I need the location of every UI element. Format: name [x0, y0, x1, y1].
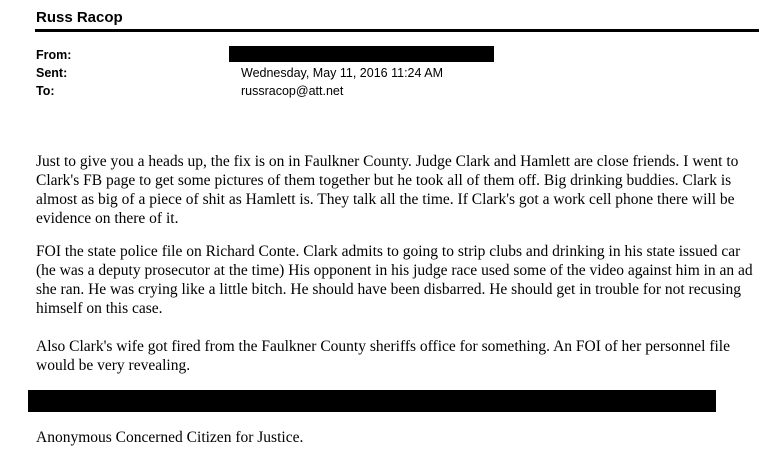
- from-label: From:: [36, 48, 72, 62]
- from-redaction: [229, 46, 494, 62]
- sent-value: Wednesday, May 11, 2016 11:24 AM: [241, 66, 443, 80]
- body-paragraph-2: FOI the state police file on Richard Conte. Clark admits to going to strip clubs and drinking in his state issued car (he was a deputy prosecutor at the time) His opponent in his judge race used some of the video against him in an ad she ran. He was crying like a little bitch. He should have been disbarred. He should get in trouble for not recusing himself on this case.: [36, 243, 753, 317]
- body-paragraph-1: Just to give you a heads up, the fix is on in Faulkner County. Judge Clark and Hamlett are close friends. I went to Clark's FB page to get some pictures of them together but he took all of them off. Big drinking buddies. Clark is almost as big of a piece of shit as Hamlett is. They talk all the time. If Clark's got a work cell phone there will be evidence on there of it.: [36, 153, 739, 227]
- header-rule: [35, 29, 759, 32]
- sent-label: Sent:: [36, 66, 68, 80]
- body-redaction: [28, 390, 716, 412]
- sender-name: Russ Racop: [36, 9, 123, 26]
- to-label: To:: [36, 84, 55, 98]
- body-paragraph-3: Also Clark's wife got fired from the Faulkner County sheriffs office for something. An FOI of her personnel file would be very revealing.: [36, 338, 730, 374]
- signature: Anonymous Concerned Citizen for Justice.: [36, 429, 304, 446]
- to-value: russracop@att.net: [241, 84, 344, 98]
